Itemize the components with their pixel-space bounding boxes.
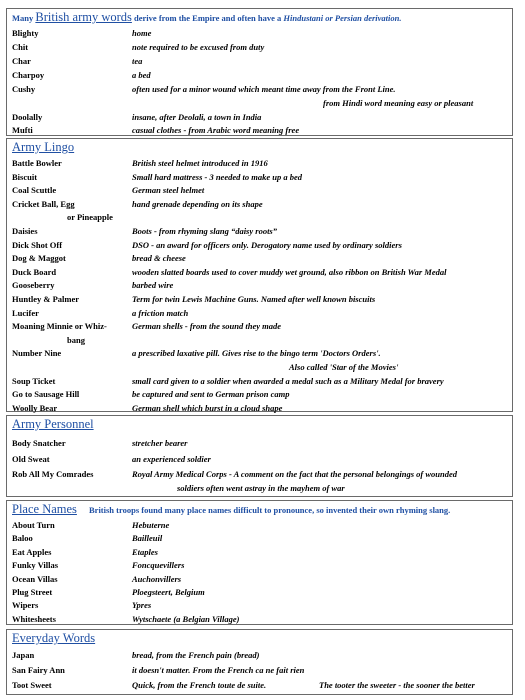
definition: Royal Army Medical Corps - A comment on the fact that the personal belongings of wounded <box>132 469 457 479</box>
list-item <box>7 376 512 388</box>
army-personnel-section <box>6 415 513 497</box>
list-item <box>7 389 512 401</box>
term: Moaning Minnie or Whiz- <box>12 321 107 332</box>
list-item <box>7 226 512 238</box>
term: Plug Street <box>12 587 53 597</box>
definition-continued: from Hindi word meaning easy or pleasant <box>323 98 474 108</box>
definition: Quick, from the French toute de suite. <box>132 680 267 690</box>
term: Go to Sausage Hill <box>12 389 80 400</box>
list-item <box>7 199 512 211</box>
list-item <box>7 280 512 292</box>
definition: Small hard mattress - 3 needed to make up a bed <box>132 171 302 182</box>
section-title: Place Names <box>12 502 77 516</box>
term: Woolly Bear <box>12 402 58 413</box>
definition: bread & cheese <box>132 253 186 264</box>
definition: Term for twin Lewis Machine Guns. Named after well known biscuits <box>132 294 376 304</box>
section-header <box>7 501 512 519</box>
definition: casual clothes - from Arabic word meaning free <box>132 125 300 135</box>
term: Duck Board <box>12 266 57 277</box>
term-continued: or Pineapple <box>67 212 113 223</box>
list-item <box>7 483 512 495</box>
term-continued: bang <box>67 334 85 345</box>
list-item <box>7 403 512 415</box>
intro-text-2: derive from the Empire and often have a <box>131 13 284 23</box>
list-item <box>7 533 512 545</box>
list-item <box>7 438 512 450</box>
list-item <box>7 600 512 612</box>
definition: it doesn't matter. From the French ca ne fait rien <box>132 665 305 675</box>
definition: German shells - from the sound they made <box>132 321 281 332</box>
list-item <box>7 308 512 320</box>
definition: bread, from the French pain (bread) <box>132 650 260 660</box>
definition: an experienced soldier <box>132 454 211 464</box>
definition: Etaples <box>132 546 158 557</box>
term: Charpoy <box>12 70 45 80</box>
list-item <box>7 98 512 110</box>
list-item <box>7 84 512 96</box>
definition: Wytschaete (a Belgian Village) <box>132 613 240 624</box>
term: Daisies <box>12 226 38 236</box>
intro-text-3: Hindustani or Persian derivation. <box>283 13 402 23</box>
list-item <box>7 560 512 572</box>
definition: insane, after Deolali, a town in India <box>132 112 262 122</box>
place-names-section <box>6 500 513 625</box>
list-item <box>7 362 512 374</box>
term: Biscuit <box>12 171 38 182</box>
definition: stretcher bearer <box>132 438 188 448</box>
definition-continued: Also called 'Star of the Movies' <box>289 362 399 372</box>
term: Gooseberry <box>12 280 55 291</box>
definition: wooden slatted boards used to cover muddy wet ground, also ribbon on British War Medal <box>132 266 447 277</box>
term: Baloo <box>12 533 33 544</box>
list-item <box>7 172 512 184</box>
term: Huntley & Palmer <box>12 294 80 304</box>
list-item <box>7 335 512 347</box>
list-item <box>7 125 512 137</box>
section-header <box>7 416 512 434</box>
list-item <box>7 587 512 599</box>
definition: tea <box>132 56 143 66</box>
section-title: Army Personnel <box>12 417 94 431</box>
definition: a bed <box>132 70 151 80</box>
definition: barbed wire <box>132 280 174 291</box>
list-item <box>7 42 512 54</box>
term: Eat Apples <box>12 546 52 557</box>
term: Mufti <box>12 125 33 135</box>
term: Toot Sweet <box>12 680 52 690</box>
section-title: Everyday Words <box>12 631 96 645</box>
list-item <box>7 267 512 279</box>
army-lingo-section <box>6 138 513 412</box>
list-item <box>7 56 512 68</box>
list-item <box>7 348 512 360</box>
list-item <box>7 185 512 197</box>
term: Funky Villas <box>12 560 59 571</box>
term: Body Snatcher <box>12 438 66 448</box>
term: Blighty <box>12 28 39 38</box>
intro-line <box>12 10 402 25</box>
term: Cricket Ball, Egg <box>12 198 75 209</box>
definition: small card given to a soldier when awarded a medal such as a Military Medal for bravery <box>132 375 444 386</box>
everyday-words-section <box>6 629 513 695</box>
definition: Ypres <box>132 600 152 611</box>
term: San Fairy Ann <box>12 665 65 675</box>
list-item <box>7 547 512 559</box>
definition: Auchonvillers <box>132 573 182 584</box>
intro-section <box>6 8 513 136</box>
definition: Boots - from rhyming slang “daisy roots” <box>132 226 277 236</box>
term: Wipers <box>12 600 39 611</box>
list-item <box>7 28 512 40</box>
intro-text-1: Many <box>12 13 36 23</box>
definition: a prescribed laxative pill. Gives rise to the bingo term 'Doctors Orders'. <box>132 348 381 359</box>
term: Old Sweat <box>12 454 50 464</box>
list-item <box>7 680 512 692</box>
term: Dick Shot Off <box>12 239 63 250</box>
list-item <box>7 665 512 677</box>
definition: Ploegsteert, Belgium <box>132 587 205 597</box>
section-header <box>7 630 512 648</box>
list-item <box>7 112 512 124</box>
definition: British steel helmet introduced in 1916 <box>132 158 268 168</box>
list-item <box>7 574 512 586</box>
section-title: Army Lingo <box>12 140 75 154</box>
term: Char <box>12 56 31 66</box>
term: Rob All My Comrades <box>12 469 94 479</box>
term: Japan <box>12 650 35 660</box>
definition: home <box>132 28 152 38</box>
list-item <box>7 212 512 224</box>
definition: be captured and sent to German prison camp <box>132 389 290 400</box>
term: Doolally <box>12 112 43 122</box>
list-item <box>7 454 512 466</box>
section-subtitle: British troops found many place names difficult to pronounce, so invented their own rhyming slang. <box>89 505 451 515</box>
term: Dog & Maggot <box>12 253 66 264</box>
term: Whitesheets <box>12 613 56 624</box>
definition: Hebuterne <box>132 520 170 530</box>
definition-continued: soldiers often went astray in the mayhem of war <box>177 483 345 493</box>
list-item <box>7 294 512 306</box>
term: Battle Bowler <box>12 158 62 168</box>
definition: note required to be excused from duty <box>132 42 265 52</box>
intro-title: British army words <box>35 10 132 24</box>
term: Soup Ticket <box>12 375 56 386</box>
list-item <box>7 614 512 626</box>
term: Lucifer <box>12 307 39 318</box>
section-header <box>7 139 512 157</box>
term: Chit <box>12 42 29 52</box>
list-item <box>7 650 512 662</box>
term: About Turn <box>12 520 55 530</box>
list-item <box>7 158 512 170</box>
list-item <box>7 520 512 532</box>
definition: German shell which burst in a cloud shape <box>132 402 283 413</box>
definition: DSO - an award for officers only. Derogatory name used by ordinary soldiers <box>132 239 402 250</box>
list-item <box>7 469 512 481</box>
list-item <box>7 70 512 82</box>
definition: Bailleuil <box>132 533 163 544</box>
term: Coal Scuttle <box>12 185 57 196</box>
definition: a friction match <box>132 307 189 318</box>
term: Ocean Villas <box>12 573 58 584</box>
term: Number Nine <box>12 348 62 359</box>
definition: often used for a minor wound which meant time away from the Front Line. <box>132 84 396 94</box>
term: Cushy <box>12 84 36 94</box>
definition: hand grenade depending on its shape <box>132 198 263 209</box>
definition-extra: The tooter the sweeter - the sooner the better <box>319 680 475 690</box>
definition: Foncquevillers <box>132 560 185 571</box>
definition: German steel helmet <box>132 185 205 196</box>
list-item <box>7 253 512 265</box>
list-item <box>7 240 512 252</box>
list-item <box>7 321 512 333</box>
